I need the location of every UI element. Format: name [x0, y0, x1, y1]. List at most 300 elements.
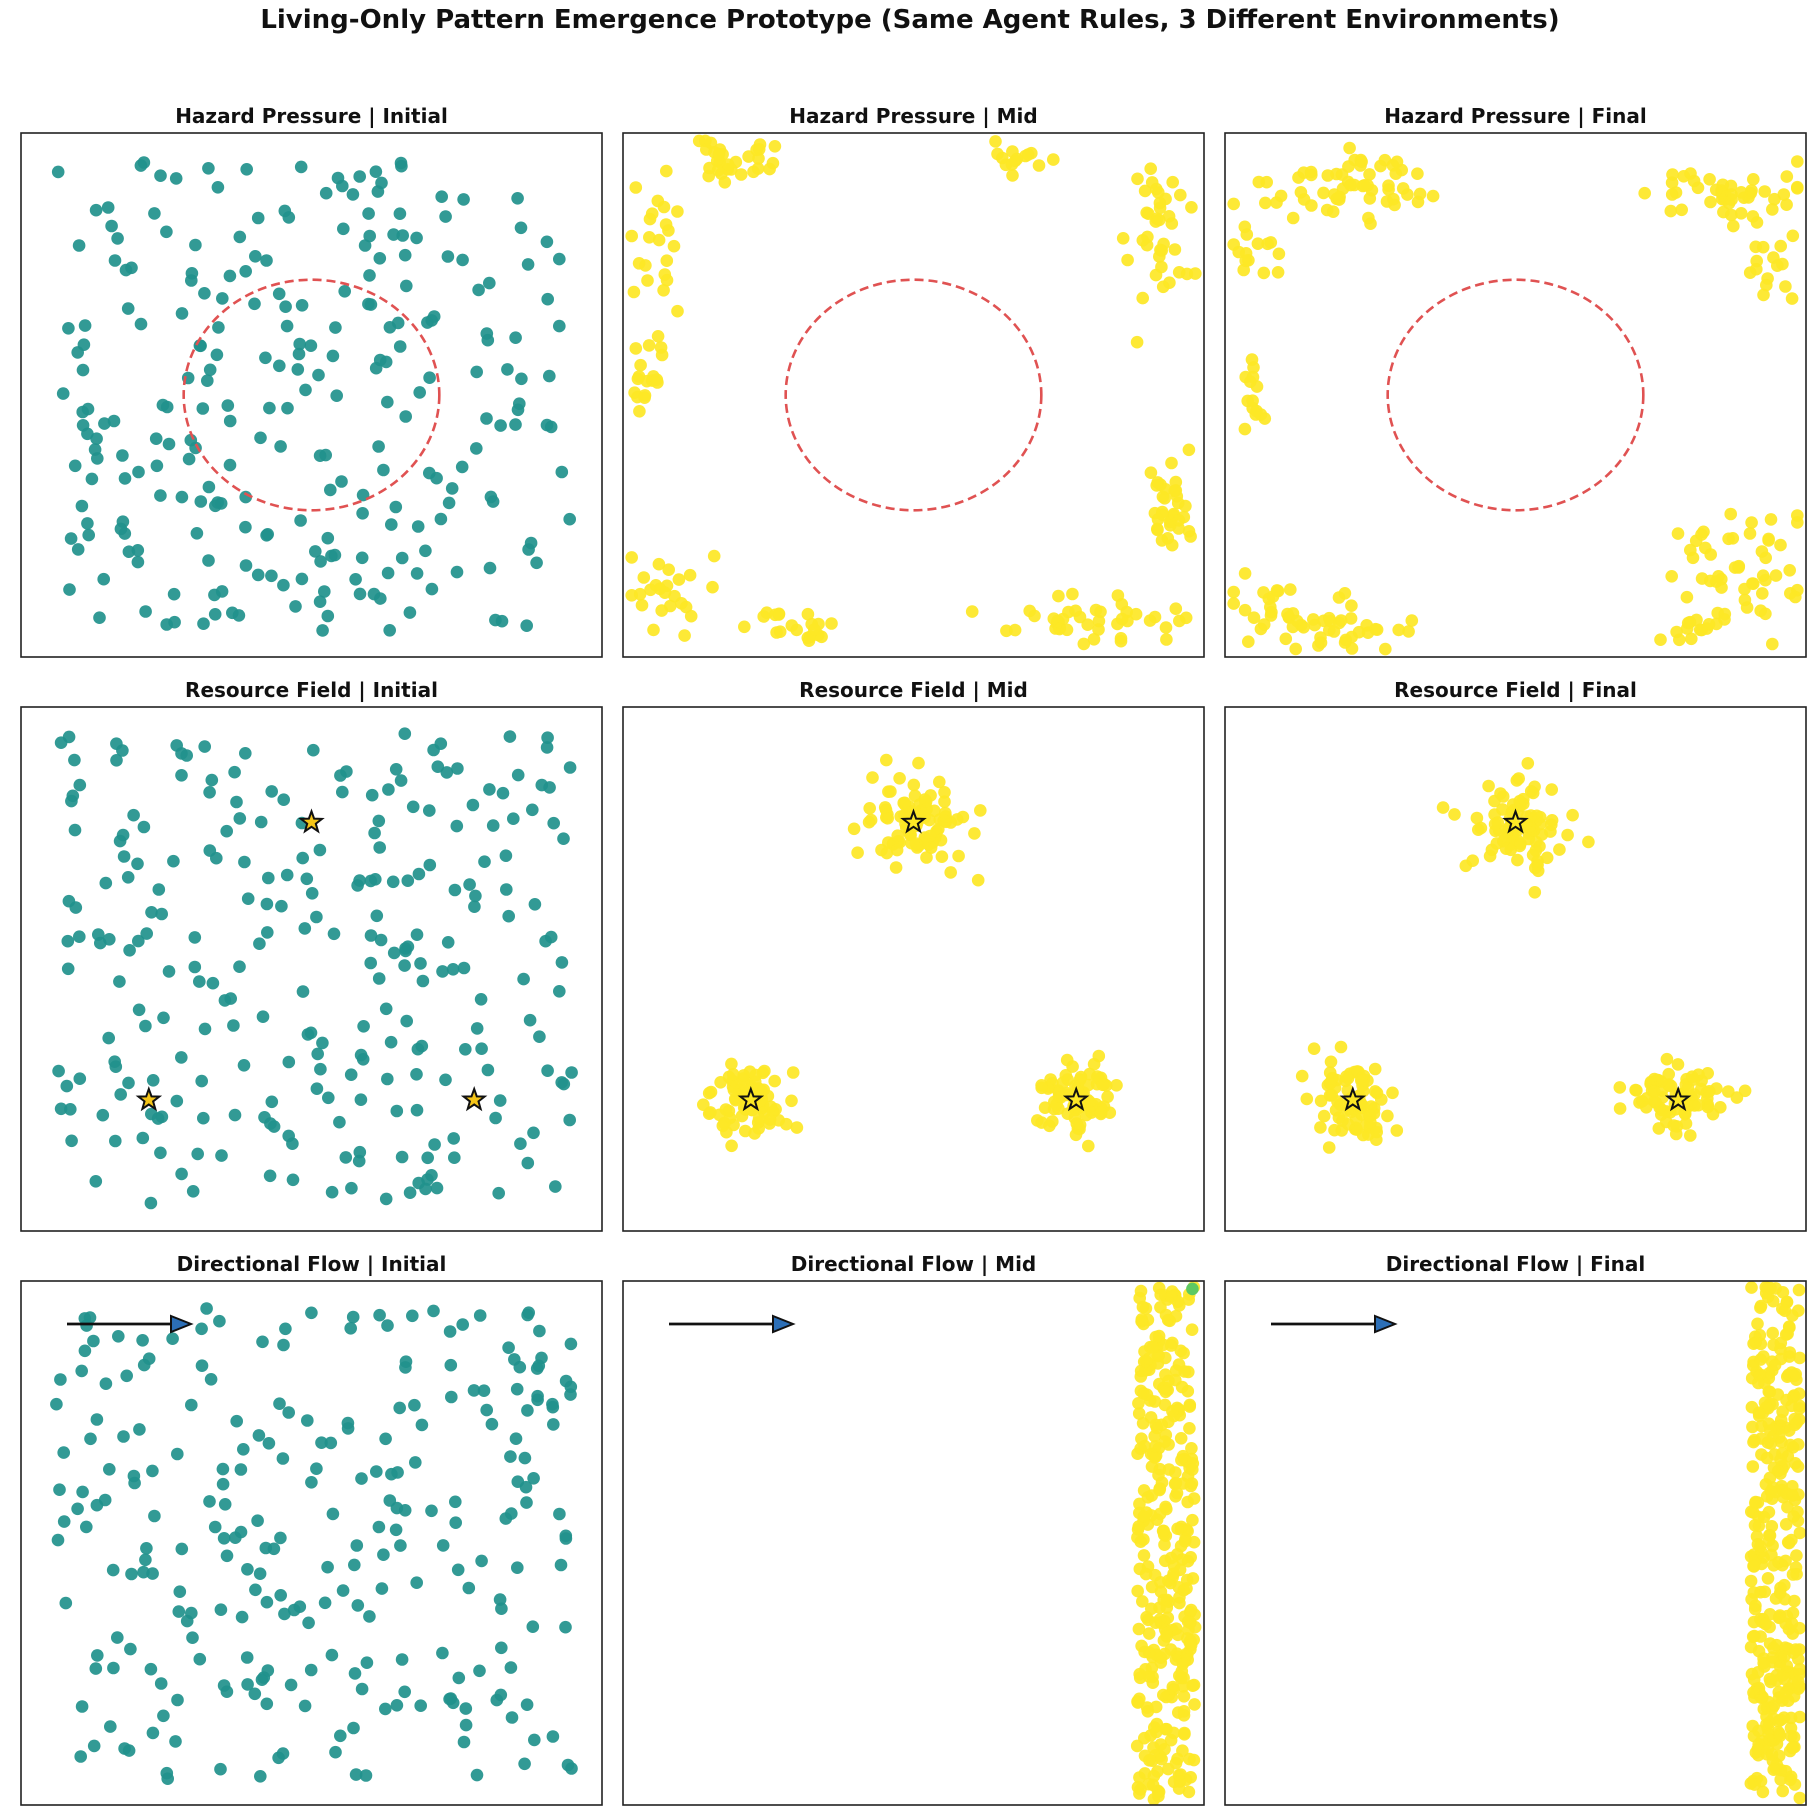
agent-point [1757, 241, 1770, 254]
agent-point [504, 730, 517, 743]
agent-point [173, 1605, 186, 1618]
agent-point [248, 298, 261, 311]
agent-point [512, 769, 525, 782]
agent-point [1784, 587, 1797, 600]
agent-point [494, 419, 507, 432]
agent-point [924, 830, 937, 843]
agent-point [157, 1710, 170, 1723]
agent-point [1132, 1696, 1145, 1709]
agent-point [52, 166, 65, 179]
agent-point [449, 1516, 462, 1529]
agent-point [377, 464, 390, 477]
agent-point [1259, 197, 1272, 210]
agent-point [1082, 1140, 1095, 1153]
agent-point [171, 1448, 184, 1461]
agent-point [1227, 198, 1240, 211]
agent-point [881, 808, 894, 821]
agent-point [486, 1418, 499, 1431]
agent-point [1681, 591, 1694, 604]
agent-point [423, 371, 436, 384]
agent-point [154, 169, 167, 182]
agent-point [456, 461, 469, 474]
plot-area [52, 727, 578, 1209]
agent-point [122, 871, 135, 884]
agent-point [1136, 1313, 1149, 1326]
agent-point [109, 1135, 122, 1148]
agent-point [333, 1116, 346, 1129]
agent-point [228, 766, 241, 779]
agent-point [362, 298, 375, 311]
agent-point [952, 850, 965, 863]
agent-point [1154, 1301, 1167, 1314]
agent-point [263, 402, 276, 415]
agent-point [97, 1109, 110, 1122]
agent-point [329, 321, 342, 334]
agent-point [1775, 1353, 1788, 1366]
agent-point [133, 1423, 146, 1436]
agent-point [763, 163, 776, 176]
agent-point [241, 1678, 254, 1691]
agent-point [91, 1413, 104, 1426]
agent-point [1762, 1572, 1775, 1585]
agent-point [463, 878, 476, 891]
agent-point [146, 1567, 159, 1580]
agent-point [1346, 642, 1359, 655]
agent-point [1775, 1337, 1788, 1350]
agent-point [1121, 254, 1134, 267]
agent-point [289, 600, 302, 613]
agent-point [143, 1352, 156, 1365]
agent-point [1780, 198, 1793, 211]
agent-point [383, 624, 396, 637]
agent-point [1287, 212, 1300, 225]
agent-point [480, 1404, 493, 1417]
agent-point [1784, 1439, 1797, 1452]
agent-point [564, 1388, 577, 1401]
agent-point [865, 814, 878, 827]
agent-point [355, 1472, 368, 1485]
agent-point [1790, 1549, 1803, 1562]
agent-point [1335, 1041, 1348, 1054]
agent-point [1046, 1115, 1059, 1128]
agent-point [102, 201, 115, 214]
agent-point [1187, 1572, 1200, 1585]
agent-point [203, 786, 216, 799]
agent-point [484, 562, 497, 575]
agent-point [914, 805, 927, 818]
agent-point [227, 1019, 240, 1032]
agent-point [253, 1429, 266, 1442]
agent-point [1788, 1595, 1801, 1608]
agent-point [81, 517, 94, 530]
agent-point [1766, 638, 1779, 651]
agent-point [1165, 457, 1178, 470]
agent-point [1751, 216, 1764, 229]
agent-point [197, 617, 210, 630]
agent-point [991, 148, 1004, 161]
agent-point [725, 1140, 738, 1153]
agent-point [353, 1155, 366, 1168]
agent-point [128, 1477, 141, 1490]
agent-point [505, 1661, 518, 1674]
agent-point [1718, 613, 1731, 626]
agent-point [754, 138, 767, 151]
agent-point [908, 779, 921, 792]
panels-grid [21, 104, 1806, 1806]
agent-point [183, 453, 196, 466]
agent-point [553, 253, 566, 266]
agent-point [74, 1750, 87, 1763]
agent-point [460, 1702, 473, 1715]
agent-point [305, 1476, 318, 1489]
agent-point [218, 1532, 231, 1545]
agent-point [140, 1542, 153, 1555]
agent-point [411, 928, 424, 941]
agent-point [763, 1117, 776, 1130]
agent-point [209, 608, 222, 621]
agent-point [382, 783, 395, 796]
agent-point [1753, 1369, 1766, 1382]
agent-point [1391, 156, 1404, 169]
agent-point [661, 274, 674, 287]
agent-point [138, 821, 151, 834]
agent-point [1677, 170, 1690, 183]
agent-point [539, 935, 552, 948]
agent-point [125, 1568, 138, 1581]
agent-point [423, 804, 436, 817]
agent-point [447, 963, 460, 976]
agent-point [87, 1335, 100, 1348]
agent-point [630, 181, 643, 194]
agent-point [1716, 186, 1729, 199]
agent-point [1189, 267, 1202, 280]
agent-point [114, 1088, 127, 1101]
agent-point [768, 1075, 781, 1088]
agent-point [1512, 772, 1525, 785]
agent-point [97, 573, 110, 586]
agent-point [1741, 601, 1754, 614]
agent-point [1749, 1497, 1762, 1510]
agent-point [458, 962, 471, 975]
agent-point [171, 1694, 184, 1707]
agent-point [314, 595, 327, 608]
agent-point [478, 1384, 491, 1397]
agent-point [478, 855, 491, 868]
agent-point [541, 419, 554, 432]
agent-point [1758, 1703, 1771, 1716]
agent-point [375, 177, 388, 190]
agent-point [311, 1048, 324, 1061]
agent-point [155, 1677, 168, 1690]
agent-point [1150, 1726, 1163, 1739]
panel-hazard-final [1225, 104, 1806, 657]
agent-point [394, 340, 407, 353]
agent-point [347, 188, 360, 201]
agent-point [1614, 1081, 1627, 1094]
agent-point [208, 589, 221, 602]
agent-point [251, 1514, 264, 1527]
agent-point [175, 1168, 188, 1181]
agent-point [84, 1433, 97, 1446]
agent-point [443, 1693, 456, 1706]
agent-point [1292, 171, 1305, 184]
agent-point [219, 994, 232, 1007]
agent-point [1759, 1397, 1772, 1410]
agent-point [426, 583, 439, 596]
agent-point [1147, 1341, 1160, 1354]
agent-point [944, 866, 957, 879]
agent-point [1528, 781, 1541, 794]
agent-point [1780, 1394, 1793, 1407]
agent-point [1748, 1586, 1761, 1599]
agent-point [380, 356, 393, 369]
agent-point [205, 1373, 218, 1386]
agent-point [1138, 1510, 1151, 1523]
agent-point [186, 267, 199, 280]
agent-point [1411, 167, 1424, 180]
agent-point [634, 359, 647, 372]
agent-point [1783, 564, 1796, 577]
agent-point [1061, 1107, 1074, 1120]
agent-point [644, 584, 657, 597]
agent-point [285, 1679, 298, 1692]
agent-point [254, 1770, 267, 1783]
agent-point [413, 386, 426, 399]
agent-point [1748, 1616, 1761, 1629]
agent-point [366, 789, 379, 802]
agent-point [1318, 1110, 1331, 1123]
agent-point [1265, 236, 1278, 249]
agent-point [1666, 168, 1679, 181]
agent-point [379, 1433, 392, 1446]
agent-point [881, 847, 894, 860]
agent-point [652, 330, 665, 343]
agent-point [1155, 1651, 1168, 1664]
agent-point [239, 747, 252, 760]
agent-point [86, 473, 99, 486]
agent-point [1791, 181, 1804, 194]
plot-area [669, 1281, 1201, 1806]
agent-point [1328, 1124, 1341, 1137]
agent-point [547, 1730, 560, 1743]
agent-point [1764, 1673, 1777, 1686]
agent-point [400, 1015, 413, 1028]
agent-point [399, 1504, 412, 1517]
agent-point [1028, 610, 1041, 623]
agent-point [659, 586, 672, 599]
agent-point [180, 749, 193, 762]
agent-point [851, 846, 864, 859]
agent-point [1794, 1792, 1807, 1805]
agent-point [279, 205, 292, 218]
agent-point [511, 1561, 524, 1574]
agent-point [1150, 479, 1163, 492]
agent-point [161, 1767, 174, 1780]
agent-point [384, 1494, 397, 1507]
agent-point [1529, 862, 1542, 875]
agent-point [131, 858, 144, 871]
agent-point [1178, 1690, 1191, 1703]
agent-point [1529, 886, 1542, 899]
agent-point [115, 523, 128, 536]
agent-point [1177, 1347, 1190, 1360]
panel-flow-mid [623, 1252, 1204, 1806]
agent-point [63, 731, 76, 744]
agent-point [413, 868, 426, 881]
agent-point [1545, 783, 1558, 796]
agent-point [1744, 266, 1757, 279]
agent-point [1759, 552, 1772, 565]
agent-point [467, 799, 480, 812]
panel-frame [623, 1281, 1204, 1805]
agent-point [62, 322, 75, 335]
agent-point [229, 1109, 242, 1122]
agent-point [555, 1076, 568, 1089]
agent-point [1188, 1679, 1201, 1692]
agent-point [264, 1117, 277, 1130]
agent-point [489, 614, 502, 627]
agent-point [1175, 1432, 1188, 1445]
panel-resource-initial [21, 678, 602, 1231]
agent-point [110, 754, 123, 767]
agent-point [399, 945, 412, 958]
agent-point [297, 985, 310, 998]
agent-point [453, 1672, 466, 1685]
agent-point [334, 1730, 347, 1743]
agent-point [236, 1611, 249, 1624]
agent-point [82, 529, 95, 542]
agent-point [261, 1596, 274, 1609]
agent-point [1717, 206, 1730, 219]
agent-point [557, 832, 570, 845]
agent-point [235, 1463, 248, 1476]
agent-point [456, 254, 469, 267]
agent-point [1747, 173, 1760, 186]
agent-point [1183, 444, 1196, 457]
agent-point [1157, 238, 1170, 251]
agent-point [241, 1651, 254, 1664]
agent-point [1761, 272, 1774, 285]
agent-point [1745, 516, 1758, 529]
agent-point [1143, 1627, 1156, 1640]
agent-point [1314, 1121, 1327, 1134]
agent-point [353, 874, 366, 887]
agent-point [1406, 614, 1419, 627]
agent-point [735, 168, 748, 181]
agent-point [1638, 187, 1651, 200]
agent-point [1173, 1358, 1186, 1371]
agent-point [520, 1496, 533, 1509]
agent-point [379, 1703, 392, 1716]
agent-point [148, 207, 161, 220]
agent-point [1369, 1063, 1382, 1076]
agent-point [1239, 423, 1252, 436]
agent-point [703, 1087, 716, 1100]
agent-point [254, 1567, 267, 1580]
agent-point [1392, 624, 1405, 637]
agent-point [1759, 574, 1772, 587]
agent-point [1051, 615, 1064, 628]
agent-point [1369, 1085, 1382, 1098]
agent-point [74, 779, 87, 792]
agent-point [485, 491, 498, 504]
agent-point [522, 1157, 535, 1170]
agent-point [50, 1398, 63, 1411]
agent-point [111, 232, 124, 245]
agent-point [316, 1037, 329, 1050]
agent-point [1000, 625, 1013, 638]
agent-point [390, 763, 403, 776]
agent-point [1630, 1084, 1643, 1097]
agent-point [362, 207, 375, 220]
agent-point [1158, 1743, 1171, 1756]
panel-frame [1225, 1281, 1806, 1805]
agent-point [260, 254, 273, 267]
agent-point [390, 501, 403, 514]
agent-point [471, 1022, 484, 1035]
agent-point [1778, 1711, 1791, 1724]
agent-point [514, 1361, 527, 1374]
agent-point [522, 258, 535, 271]
agent-point [305, 1307, 318, 1320]
agent-point [217, 1478, 230, 1491]
agent-point [279, 1323, 292, 1336]
agent-point [319, 1597, 332, 1610]
agent-point [1684, 616, 1697, 629]
agent-point [722, 158, 735, 171]
agent-point [213, 1315, 226, 1328]
agent-point [296, 852, 309, 865]
agent-point [1780, 1686, 1793, 1699]
agent-point [1297, 621, 1310, 634]
agent-point [240, 163, 253, 176]
agent-point [1145, 1489, 1158, 1502]
agent-point [1153, 1282, 1166, 1295]
agent-point [90, 1662, 103, 1675]
agent-point [444, 1325, 457, 1338]
agent-point [302, 1617, 315, 1630]
agent-point [439, 1074, 452, 1087]
agent-point [1167, 1727, 1180, 1740]
agent-point [1242, 254, 1255, 267]
agent-point [547, 1401, 560, 1414]
agent-point [176, 491, 189, 504]
agent-point [1184, 1617, 1197, 1630]
agent-point [216, 292, 229, 305]
agent-point [1239, 221, 1252, 234]
agent-point [392, 317, 405, 330]
agent-point [146, 1465, 159, 1478]
agent-point [145, 1197, 158, 1210]
agent-point [1066, 588, 1079, 601]
agent-point [661, 254, 674, 267]
agent-point [1062, 606, 1075, 619]
agent-point [563, 513, 576, 526]
agent-point [279, 300, 292, 313]
agent-point [662, 224, 675, 237]
agent-point [1142, 1705, 1155, 1718]
agent-point [394, 1539, 407, 1552]
agent-point [53, 1483, 66, 1496]
agent-point [1553, 843, 1566, 856]
agent-point [123, 944, 136, 957]
agent-point [1167, 1568, 1180, 1581]
agent-point [241, 1563, 254, 1576]
agent-point [148, 1510, 161, 1523]
agent-point [160, 226, 173, 239]
panel-resource-final [1225, 678, 1806, 1231]
agent-point [1747, 1436, 1760, 1449]
